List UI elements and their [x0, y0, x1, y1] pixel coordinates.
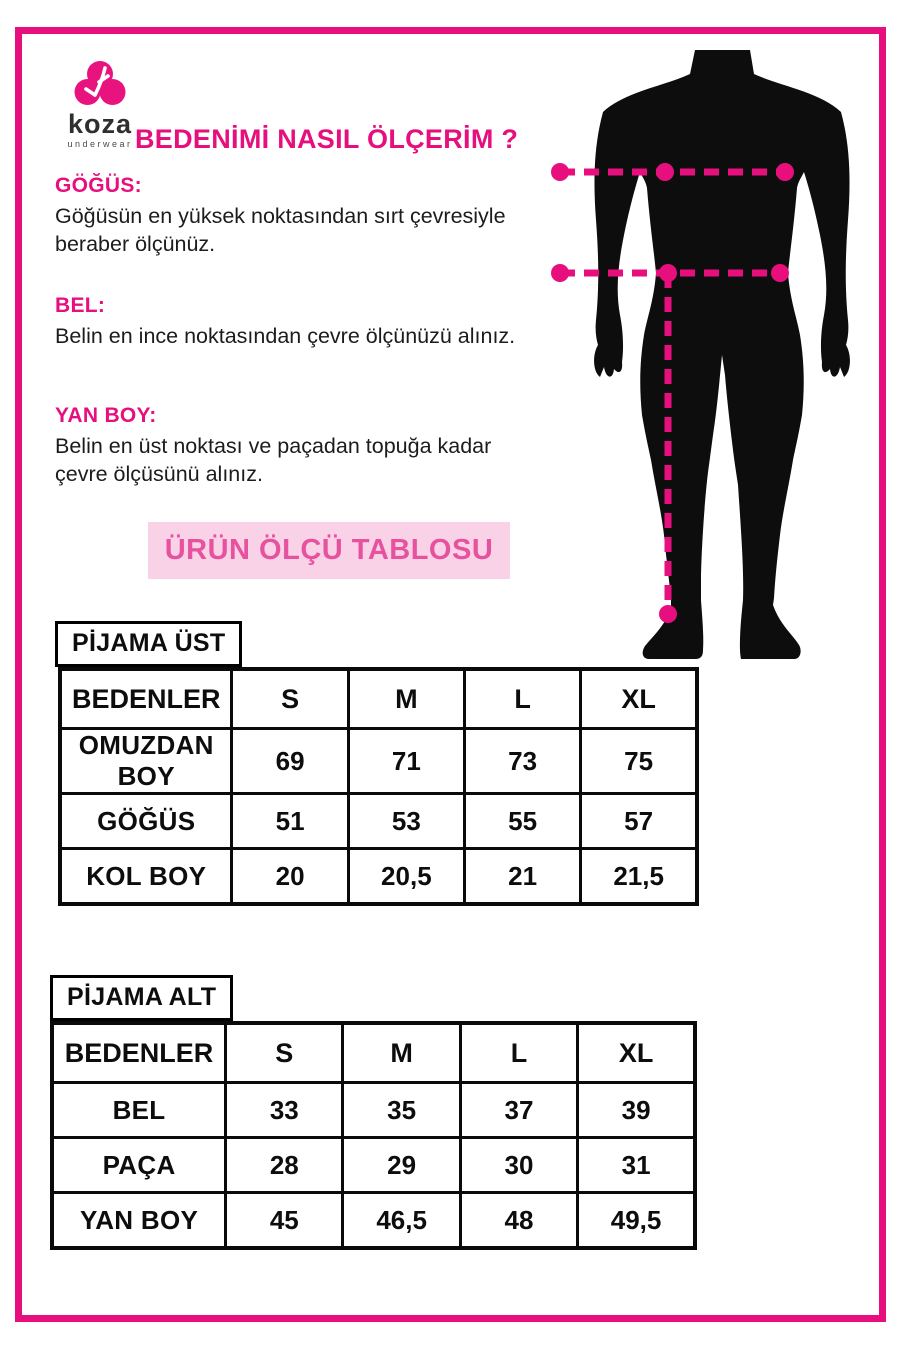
instruction-waist	[55, 294, 535, 351]
value-cell: 73	[464, 729, 580, 794]
row-label: BEL	[52, 1083, 226, 1138]
brand-name: koza	[67, 109, 133, 139]
header-cell: BEDENLER	[60, 669, 232, 729]
table-row	[52, 1083, 695, 1138]
table-row	[60, 729, 697, 794]
value-cell: 46,5	[343, 1193, 460, 1249]
size-table-pijama-ust	[58, 667, 699, 906]
page-title: BEDENİMİ NASIL ÖLÇERİM ?	[135, 124, 519, 154]
value-cell: 75	[581, 729, 697, 794]
value-cell: 49,5	[578, 1193, 695, 1249]
chest-line-dot-left	[551, 163, 569, 181]
instruction-side-length-text: Belin en üst noktası ve paçadan topuğa kadar çevre ölçüsünü alınız.	[55, 434, 492, 486]
brand-logo	[52, 55, 148, 149]
chest-line-dot-right	[776, 163, 794, 181]
value-cell: 28	[226, 1138, 343, 1193]
value-cell: 69	[232, 729, 348, 794]
value-cell: 20	[232, 849, 348, 905]
brand-tagline: underwear	[67, 139, 133, 149]
instruction-side-length-heading: YAN BOY:	[55, 404, 157, 427]
value-cell: 33	[226, 1083, 343, 1138]
instruction-waist-text: Belin en ince noktasından çevre ölçünüzü alınız.	[55, 324, 516, 348]
side-length-dot-bottom	[659, 605, 677, 623]
value-cell: 20,5	[348, 849, 464, 905]
row-label: YAN BOY	[52, 1193, 226, 1249]
header-cell: XL	[578, 1023, 695, 1083]
value-cell: 39	[578, 1083, 695, 1138]
row-label: OMUZDAN BOY	[60, 729, 232, 794]
value-cell: 55	[464, 794, 580, 849]
instruction-waist-heading: BEL:	[55, 294, 106, 317]
value-cell: 35	[343, 1083, 460, 1138]
header-cell: XL	[581, 669, 697, 729]
instruction-chest-heading: GÖĞÜS:	[55, 174, 142, 197]
waist-line-dot-middle	[659, 264, 677, 282]
table-row	[60, 849, 697, 905]
value-cell: 48	[460, 1193, 577, 1249]
header-cell: L	[464, 669, 580, 729]
header-cell: S	[232, 669, 348, 729]
value-cell: 21,5	[581, 849, 697, 905]
value-cell: 45	[226, 1193, 343, 1249]
table-title-pijama-ust: PİJAMA ÜST	[55, 621, 242, 667]
waist-line-dot-left	[551, 264, 569, 282]
header-cell: L	[460, 1023, 577, 1083]
table-row	[60, 794, 697, 849]
body-silhouette	[594, 50, 850, 659]
cocoon-logo-icon	[52, 55, 148, 109]
table-row	[52, 1193, 695, 1249]
value-cell: 57	[581, 794, 697, 849]
table-header-row	[60, 669, 697, 729]
value-cell: 53	[348, 794, 464, 849]
size-table-banner: ÜRÜN ÖLÇÜ TABLOSU	[148, 522, 510, 579]
instruction-chest-text: Göğüsün en yüksek noktasından sırt çevresiyle beraber ölçünüz.	[55, 204, 506, 256]
instruction-side-length	[55, 404, 515, 488]
header-cell: M	[343, 1023, 460, 1083]
table-row	[52, 1138, 695, 1193]
row-label: GÖĞÜS	[60, 794, 232, 849]
value-cell: 37	[460, 1083, 577, 1138]
value-cell: 51	[232, 794, 348, 849]
size-table-pijama-alt	[50, 1021, 697, 1250]
value-cell: 71	[348, 729, 464, 794]
chest-line-dot-middle	[656, 163, 674, 181]
instruction-chest	[55, 174, 535, 258]
table-header-row	[52, 1023, 695, 1083]
value-cell: 29	[343, 1138, 460, 1193]
value-cell: 31	[578, 1138, 695, 1193]
value-cell: 21	[464, 849, 580, 905]
table-title-pijama-alt: PİJAMA ALT	[50, 975, 233, 1021]
row-label: PAÇA	[52, 1138, 226, 1193]
body-silhouette-diagram	[545, 30, 885, 670]
waist-line-dot-right	[771, 264, 789, 282]
header-cell: BEDENLER	[52, 1023, 226, 1083]
header-cell: M	[348, 669, 464, 729]
header-cell: S	[226, 1023, 343, 1083]
row-label: KOL BOY	[60, 849, 232, 905]
value-cell: 30	[460, 1138, 577, 1193]
